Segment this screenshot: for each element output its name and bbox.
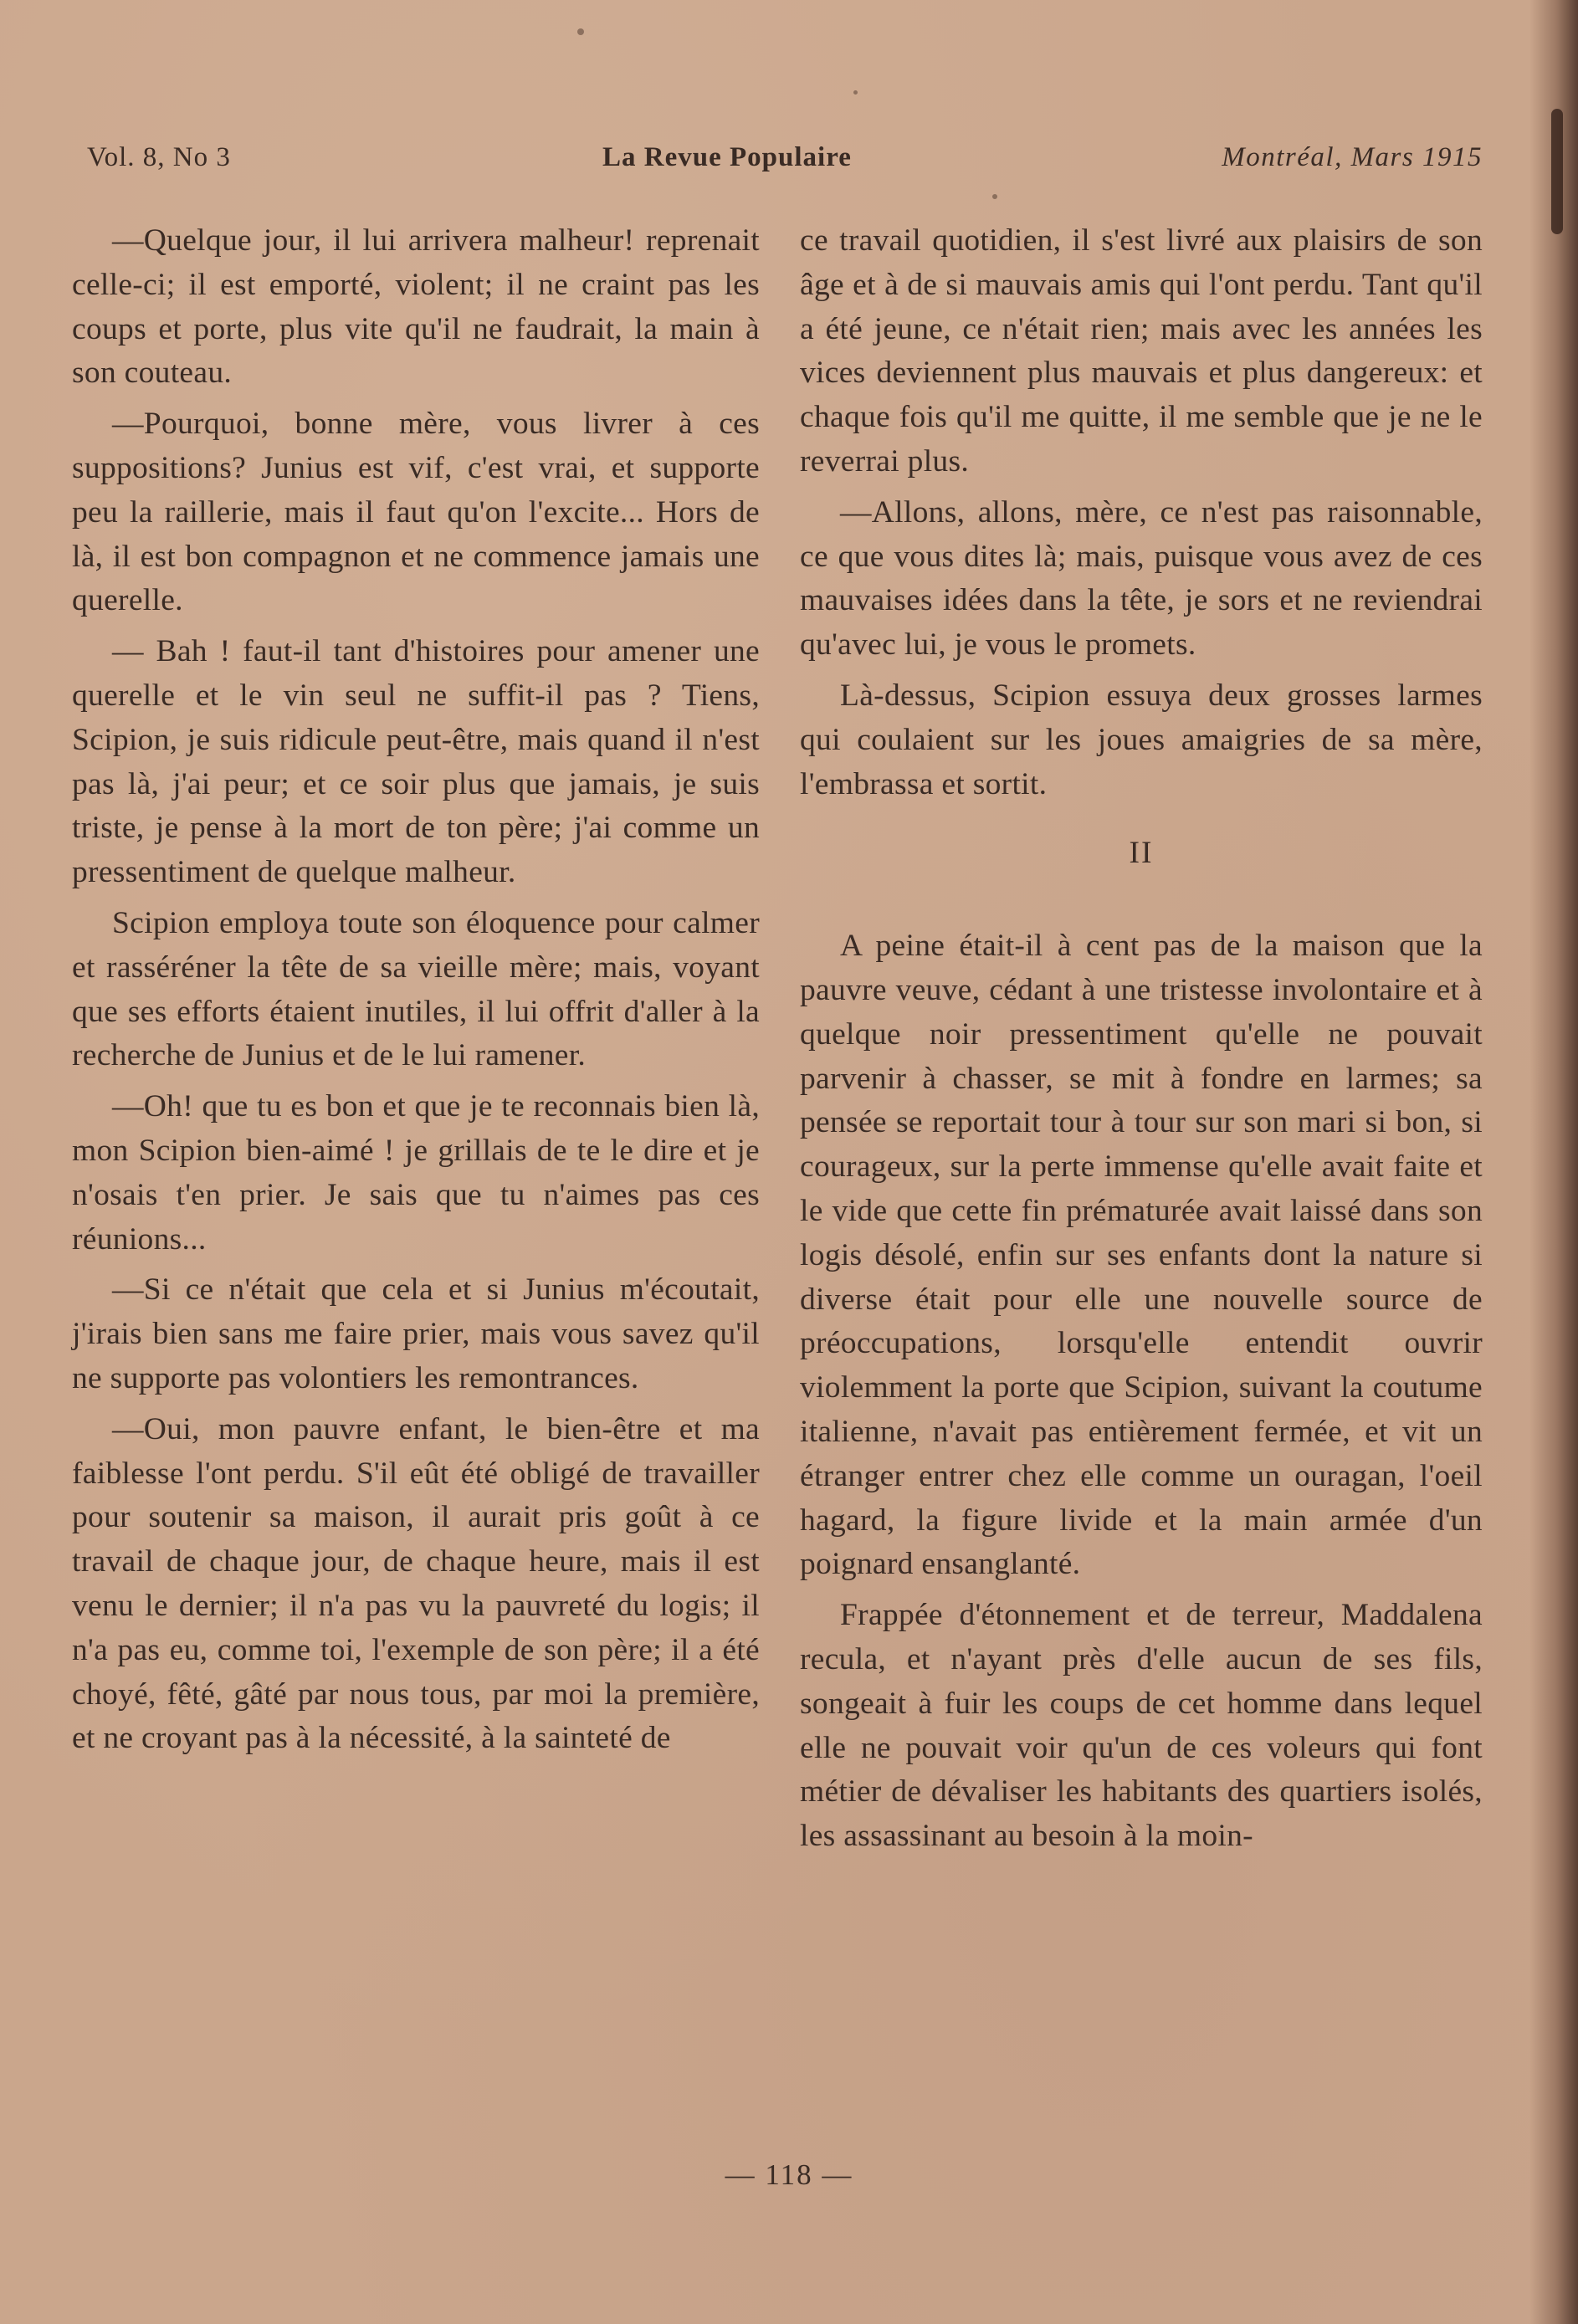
paragraph: —Quelque jour, il lui arrivera malheur! reprenait celle-ci; il est emporté, violent; il ne craint pas les coups et porte, plus vite qu'il ne faudrait, la main à son couteau. (72, 223, 760, 391)
paper-speck (577, 28, 584, 35)
binding-mark (1551, 109, 1563, 234)
volume-number: Vol. 8, No 3 (87, 142, 231, 172)
paragraph: —Oh! que tu es bon et que je te reconnais bien là, mon Scipion bien-aimé ! je grillais de te le dire et je n'osais t'en prier. Je sais que tu n'aimes pas ces réunions... (72, 1089, 760, 1257)
paragraph: Scipion employa toute son éloquence pour calmer et rasséréner la tête de sa vieille mère; mais, voyant que ses efforts étaient inutiles, il lui offrit d'aller à la recherche de Junius et de le lui ramener. (72, 905, 760, 1073)
paragraph: —Oui, mon pauvre enfant, le bien-être et ma faiblesse l'ont perdu. S'il eût été obligé de travailler pour soutenir sa maison, il aurait pris goût à ce travail de chaque jour, de chaque heure, mais il est venu le dernier; il n'a pas vu la pauvreté du logis; il n'a pas eu, comme toi, l'exemple de son père; il a été choyé, fêté, gâté par nous tous, par moi la première, et ne croyant pas à la nécessité, à la sainteté de (72, 1411, 760, 1756)
paper-speck (992, 194, 997, 199)
page-number: — 118 — (725, 2158, 853, 2191)
paragraph: —Allons, allons, mère, ce n'est pas raisonnable, ce que vous dites là; mais, puisque vous avez de ces mauvaises idées dans la tête, je sors et ne reviendrai qu'avec lui, je vous le promets. (800, 494, 1483, 663)
paper-speck (853, 90, 858, 95)
left-column (72, 219, 760, 1761)
running-header (87, 142, 1483, 186)
paragraph: —Si ce n'était que cela et si Junius m'écoutait, j'irais bien sans me faire prier, mais vous savez qu'il ne supporte pas volontiers les remontrances. (72, 1272, 760, 1395)
paragraph: —Pourquoi, bonne mère, vous livrer à ces suppositions? Junius est vif, c'est vrai, et supporte peu la raillerie, mais il faut qu'on l'excite... Hors de là, il est bon compagnon et ne commence jamais une querelle. (72, 407, 760, 618)
place-date: Montréal, Mars 1915 (1222, 142, 1483, 172)
page-edge-shadow (1529, 0, 1578, 2324)
magazine-title: La Revue Populaire (602, 142, 852, 172)
section-heading: II (1129, 836, 1154, 871)
paragraph: ce travail quotidien, il s'est livré aux plaisirs de son âge et à de si mauvais amis qui l'ont perdu. Tant qu'il a été jeune, ce n'était rien; mais avec les années les vices deviennent plus mauvais et plus dangereux: et chaque fois qu'il me quitte, il me semble que je ne le reverrai plus. (800, 223, 1483, 479)
paragraph: Frappée d'étonnement et de terreur, Maddalena recula, et n'ayant près d'elle aucun de ses fils, songeait à fuir les coups de cet homme dans lequel elle ne pouvait voir qu'un de ces voleurs qui font métier de dévaliser les habitants des quartiers isolés, les assassinant au besoin à la moin- (800, 1598, 1483, 1854)
paragraph: A peine était-il à cent pas de la maison que la pauvre veuve, cédant à une tristesse involontaire et à quelque noir pressentiment qu'elle ne pouvait parvenir à chasser, se mit à fondre en larmes; sa pensée se reportait tour à tour sur son mari si bon, si courageux, sur la perte immense qu'elle avait faite et le vide que cette fin prématurée avait laissé dans son logis désolé, enfin sur ses enfants dont la nature si diverse était pour elle une nouvelle source de préoccupations, lorsqu'elle entendit ouvrir violemment la porte que Scipion, suivant la coutume italienne, n'avait pas entièrement fermée, et vit un étranger entrer chez elle comme un ouragan, l'oeil hagard, la figure livide et la main armée d'un poignard ensanglanté. (800, 929, 1483, 1582)
right-column (800, 219, 1483, 1859)
paragraph: — Bah ! faut-il tant d'histoires pour amener une querelle et le vin seul ne suffit-il pas ? Tiens, Scipion, je suis ridicule peut-être, mais quand il n'est pas là, j'ai peur; et ce soir plus que jamais, je suis triste, je pense à la mort de ton père; j'ai comme un pressentiment de quelque malheur. (72, 634, 760, 890)
paragraph: Là-dessus, Scipion essuya deux grosses larmes qui coulaient sur les joues amaigries de sa mère, l'embrassa et sortit. (800, 678, 1483, 801)
